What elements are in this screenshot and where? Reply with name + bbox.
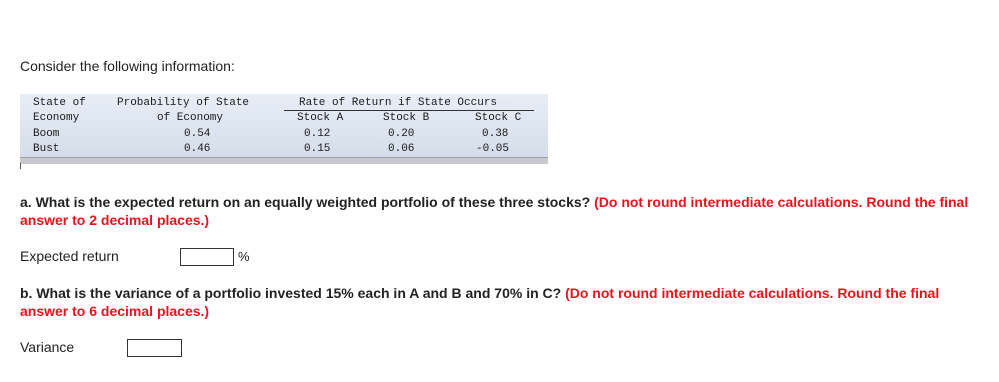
table-corner-tick (20, 163, 21, 169)
question-a (20, 193, 980, 229)
question-b-instruction: (Do not round intermediate calculations. Round the final answer to 6 decimal places.) (20, 285, 940, 319)
question-b (20, 284, 980, 320)
header-probability-line1: Probability of State (117, 97, 250, 109)
row-boom-stock-a: 0.12 (304, 128, 331, 140)
percent-unit: % (238, 249, 250, 264)
variance-box (127, 339, 182, 357)
expected-return-box (180, 248, 234, 266)
row-boom-stock-b: 0.20 (388, 128, 415, 140)
question-a-instruction: (Do not round intermediate calculations. Round the final answer to 2 decimal places.) (20, 194, 969, 228)
table-bottom-rule (20, 157, 548, 164)
header-stock-a: Stock A (297, 112, 344, 124)
expected-return-label: Expected return (20, 248, 119, 264)
header-stock-b: Stock B (383, 112, 430, 124)
returns-table (20, 91, 548, 170)
row-boom-state: Boom (33, 128, 60, 140)
question-a-text: a. What is the expected return on an equally weighted portfolio of these three stocks? (20, 194, 591, 210)
question-b-text: b. What is the variance of a portfolio invested 15% each in A and B and 70% in C? (20, 285, 562, 301)
header-rate-of-return: Rate of Return if State Occurs (299, 97, 498, 109)
header-state-line2: Economy (33, 112, 80, 124)
header-probability-line2: of Economy (157, 112, 224, 124)
row-bust-state: Bust (33, 143, 60, 155)
variance-input[interactable] (128, 341, 181, 357)
variance-label: Variance (20, 339, 75, 355)
row-bust-stock-b: 0.06 (388, 143, 415, 155)
row-bust-probability: 0.46 (184, 143, 211, 155)
row-bust-stock-c: -0.05 (476, 143, 510, 155)
intro-text: Consider the following information: (20, 58, 235, 74)
row-boom-stock-c: 0.38 (482, 128, 509, 140)
header-state-line1: State of (33, 97, 86, 109)
expected-return-input[interactable] (181, 250, 233, 266)
header-stock-c: Stock C (475, 112, 522, 124)
row-bust-stock-a: 0.15 (304, 143, 331, 155)
row-boom-probability: 0.54 (184, 128, 211, 140)
header-underline (284, 110, 534, 111)
